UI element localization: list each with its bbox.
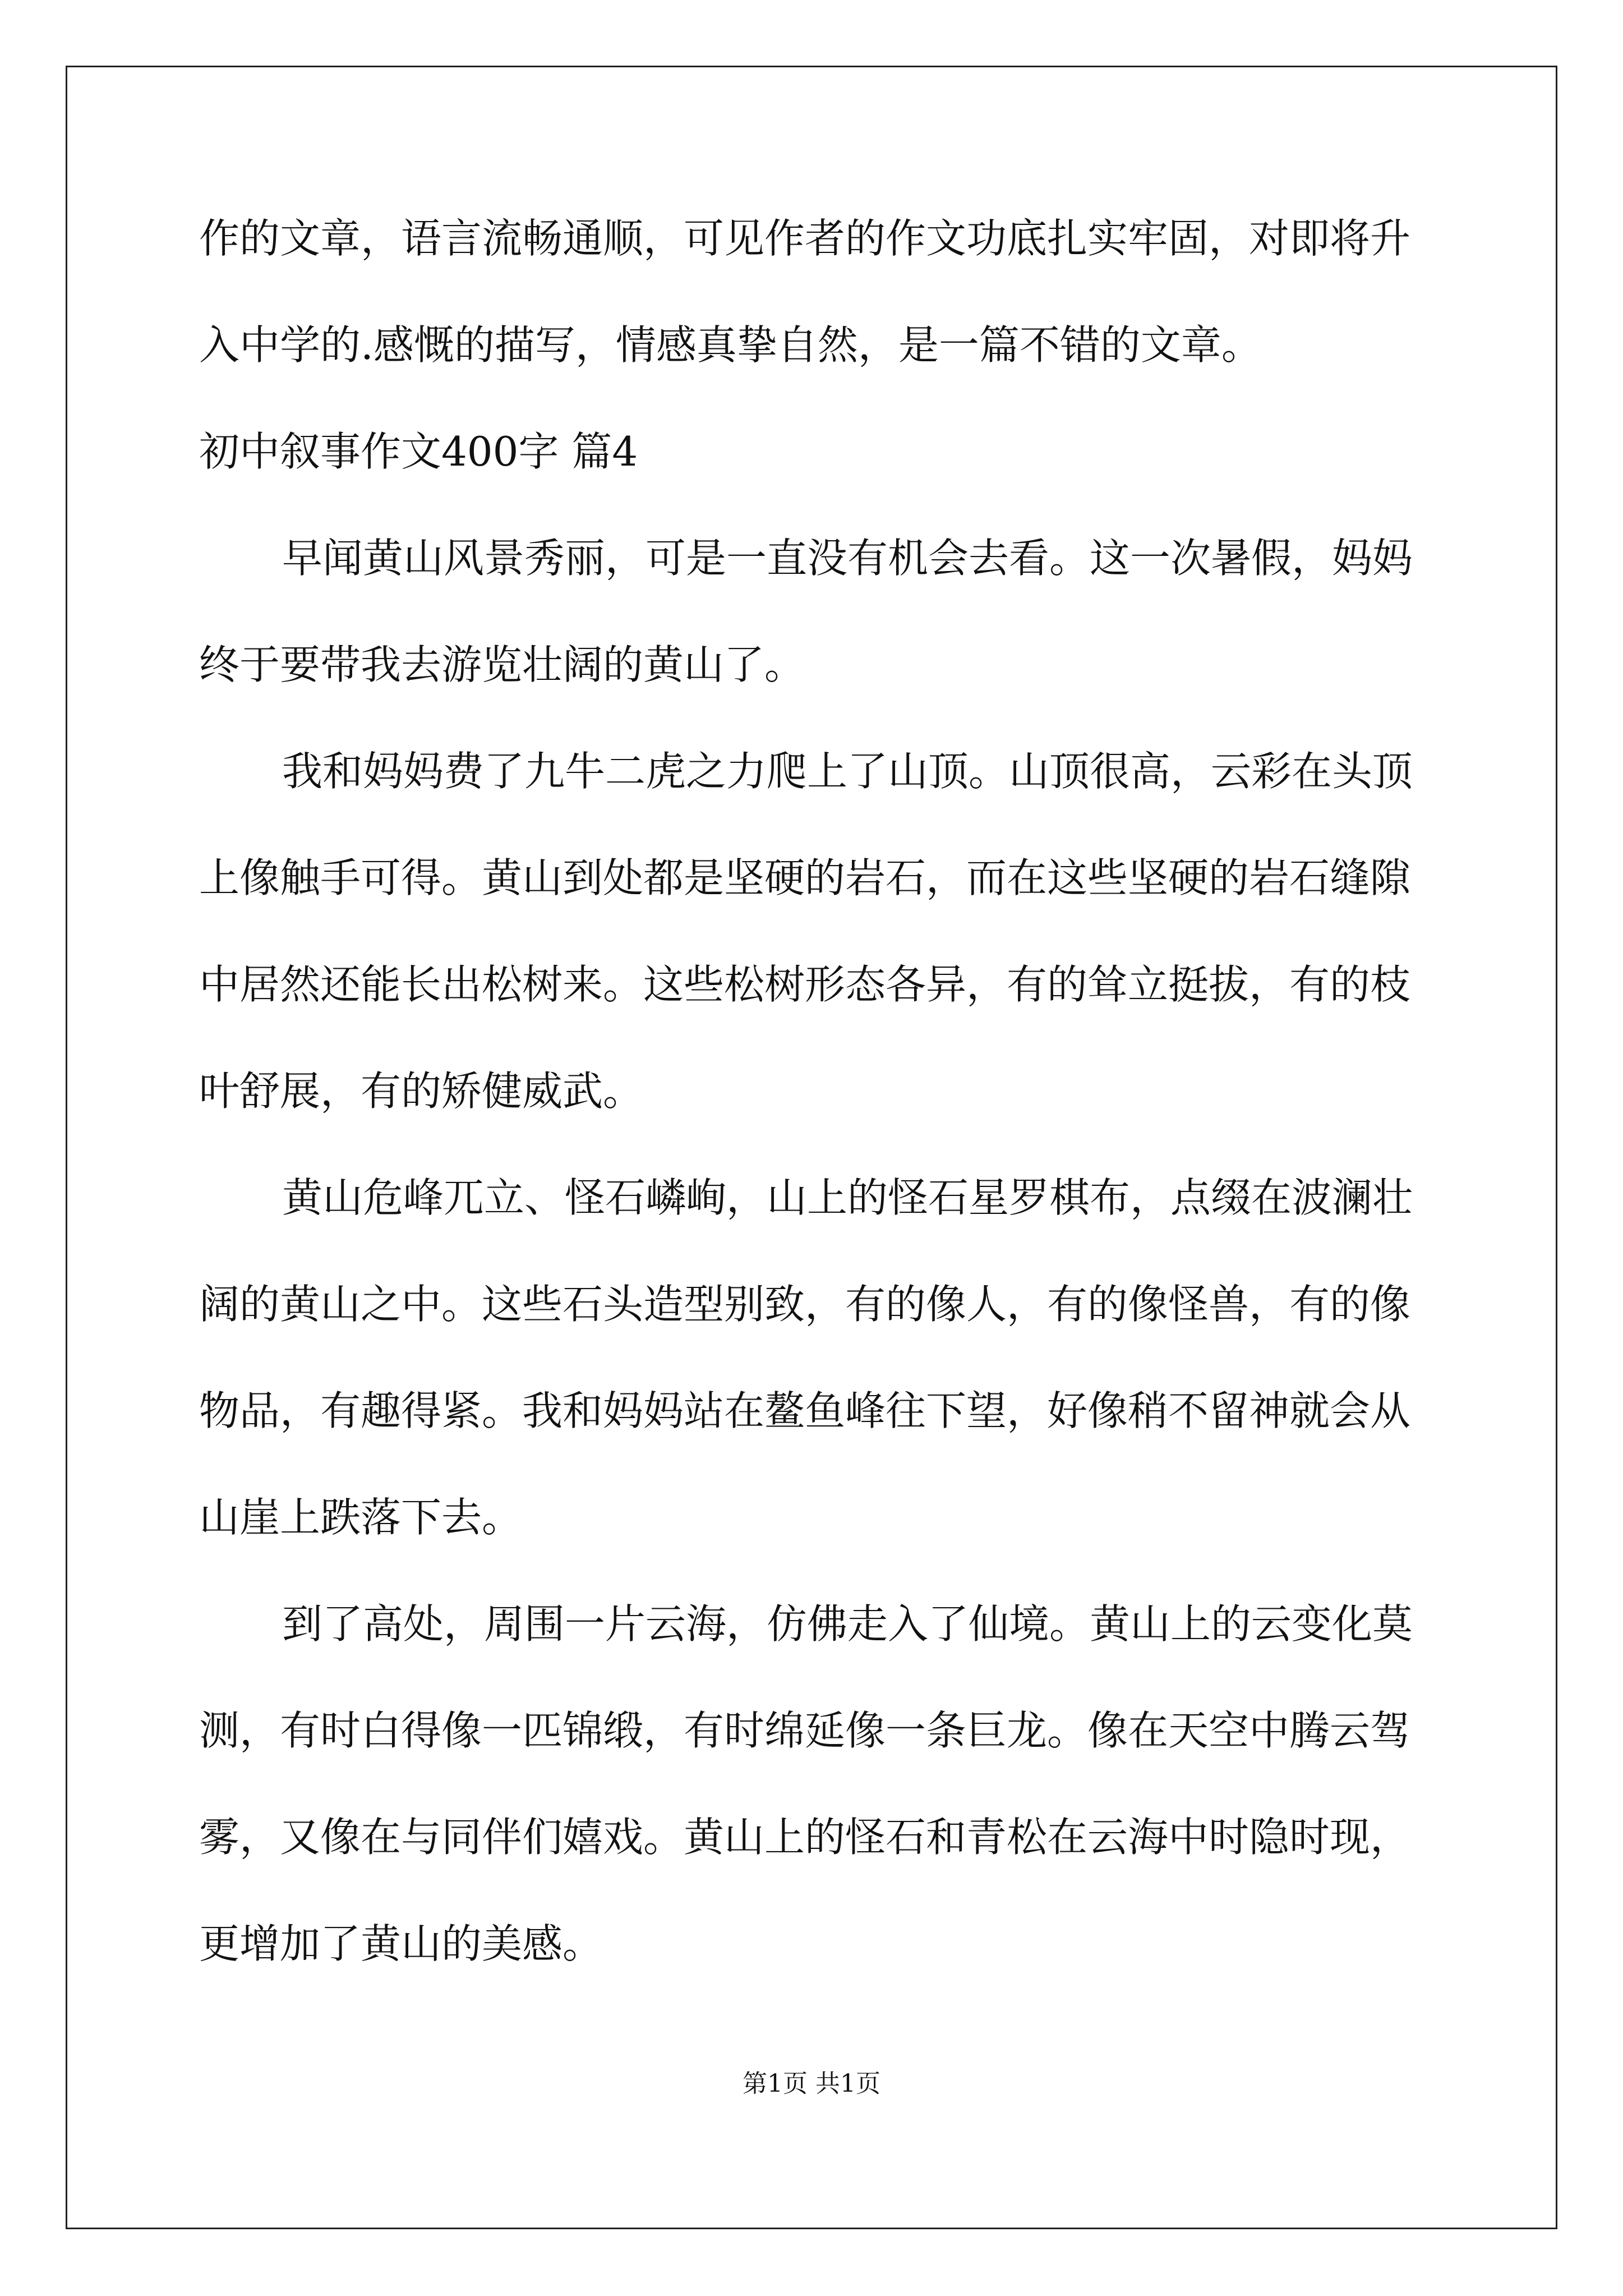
text-line: 入中学的.感慨的描写，情感真挚自然，是一篇不错的文章。 <box>199 321 1262 369</box>
paragraph-start: 黄山危峰兀立、怪石嶙峋，山上的怪石星罗棋布，点缀在波澜壮 <box>282 1174 1413 1221</box>
text-line: 雾，又像在与同伴们嬉戏。黄山上的怪石和青松在云海中时隐时现， <box>199 1814 1411 1861</box>
text-line: 中居然还能长出松树来。这些松树形态各异，有的耸立挺拔，有的枝 <box>199 961 1411 1008</box>
text-line: 终于要带我去游览壮阔的黄山了。 <box>199 641 805 688</box>
text-line: 上像触手可得。黄山到处都是坚硬的岩石，而在这些坚硬的岩石缝隙 <box>199 854 1411 901</box>
section-heading: 初中叙事作文400字 篇4 <box>199 428 638 475</box>
paragraph-start: 早闻黄山风景秀丽，可是一直没有机会去看。这一次暑假，妈妈 <box>282 535 1413 582</box>
text-line: 山崖上跌落下去。 <box>199 1494 523 1541</box>
text-line: 叶舒展，有的矫健威武。 <box>199 1068 644 1115</box>
document-body <box>199 210 1433 2022</box>
paragraph-start: 到了高处，周围一片云海，仿佛走入了仙境。黄山上的云变化莫 <box>282 1600 1413 1648</box>
text-line: 测，有时白得像一匹锦缎，有时绵延像一条巨龙。像在天空中腾云驾 <box>199 1707 1411 1754</box>
text-line: 阔的黄山之中。这些石头造型别致，有的像人，有的像怪兽，有的像 <box>199 1281 1411 1328</box>
text-line: 作的文章，语言流畅通顺，可见作者的作文功底扎实牢固，对即将升 <box>199 215 1411 262</box>
page-number-footer: 第1页 共1页 <box>743 2069 880 2098</box>
text-line: 物品，有趣得紧。我和妈妈站在鳌鱼峰往下望，好像稍不留神就会从 <box>199 1387 1411 1434</box>
paragraph-start: 我和妈妈费了九牛二虎之力爬上了山顶。山顶很高，云彩在头顶 <box>282 748 1413 795</box>
text-line: 更增加了黄山的美感。 <box>199 1920 603 1967</box>
